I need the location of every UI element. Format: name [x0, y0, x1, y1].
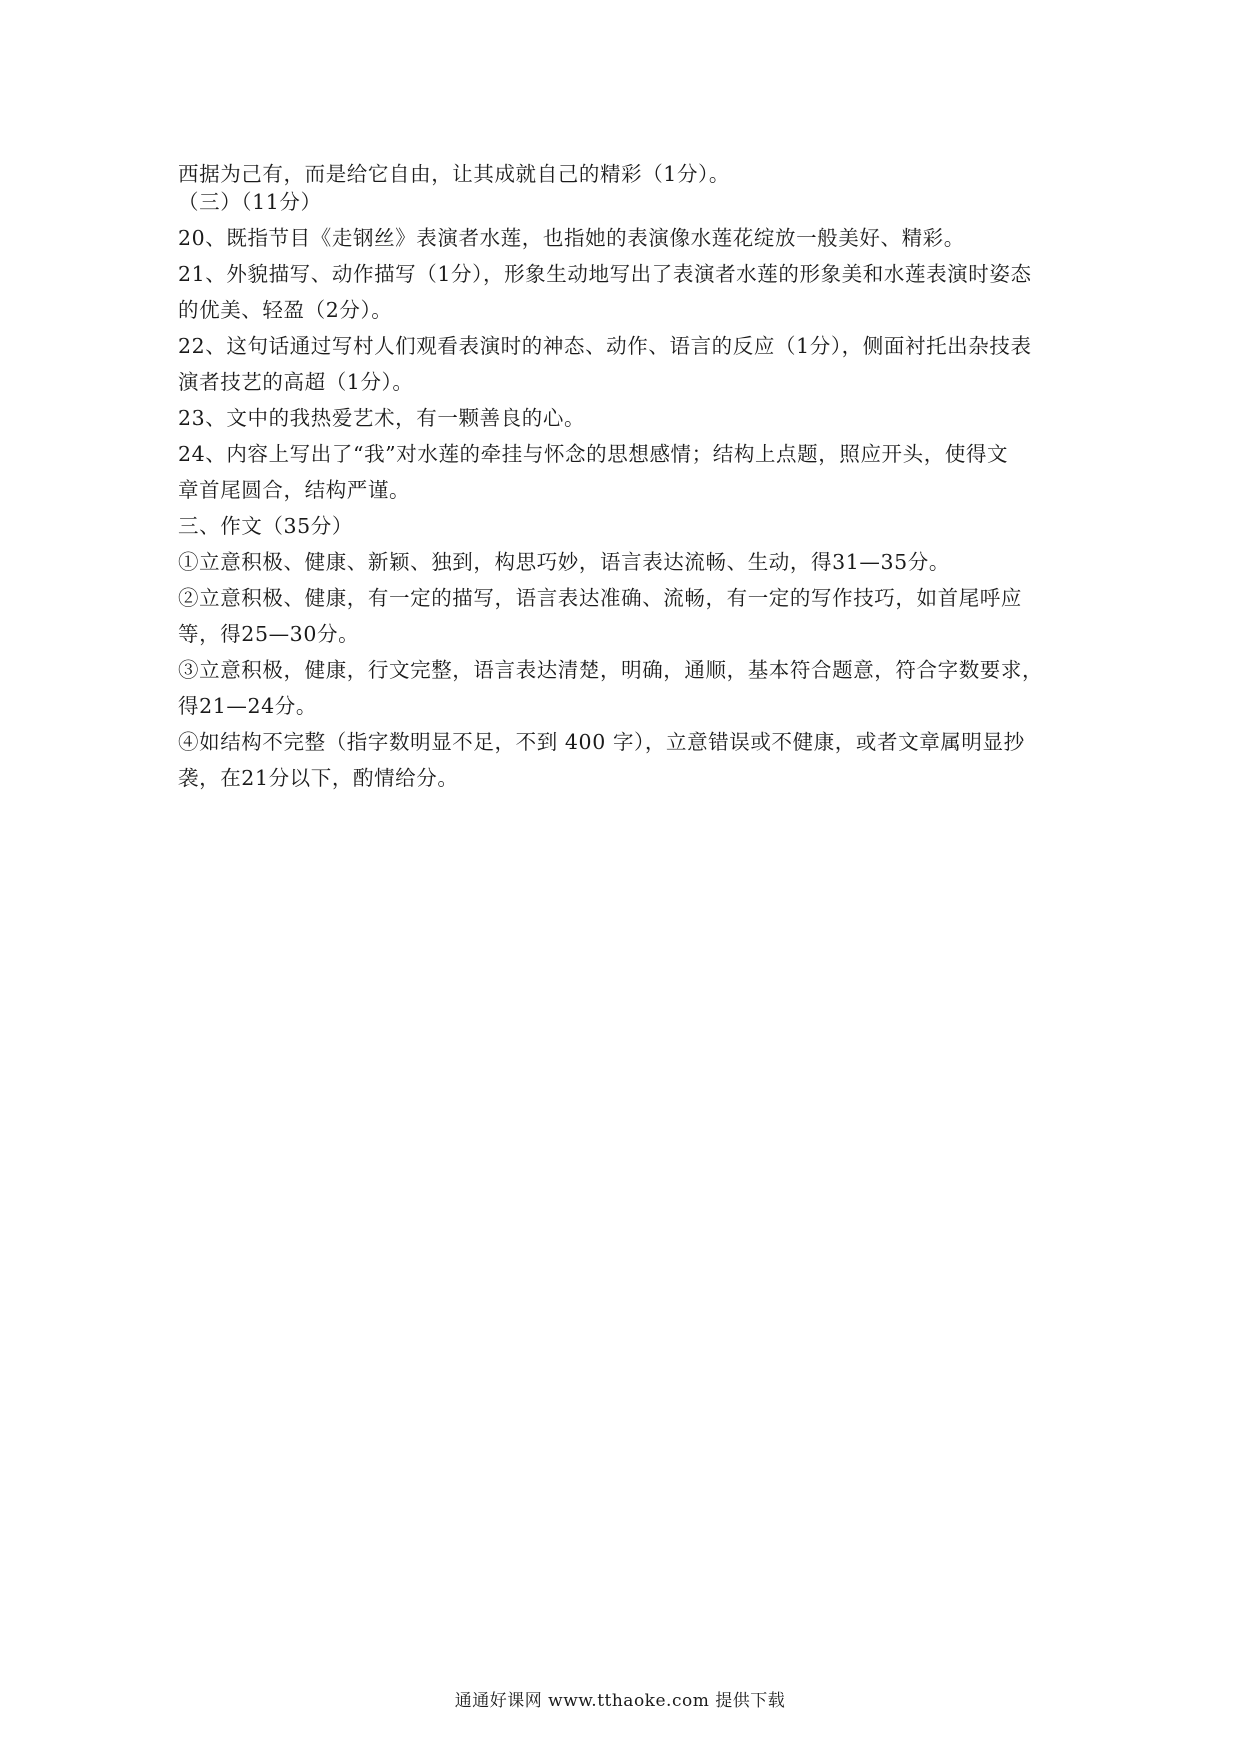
essay-criterion-4-line-1: ④如结构不完整（指字数明显不足，不到 400 字），立意错误或不健康，或者文章属明显抄: [178, 730, 1025, 754]
answer-21-line-2: 的优美、轻盈（2分）。: [178, 298, 393, 322]
section-heading-essay: 三、作文（35分）: [178, 514, 353, 538]
essay-criterion-2-line-1: ②立意积极、健康，有一定的描写，语言表达准确、流畅，有一定的写作技巧，如首尾呼应: [178, 586, 1022, 610]
answer-20: 20、既指节目《走钢丝》表演者水莲，也指她的表演像水莲花绽放一般美好、精彩。: [178, 226, 965, 250]
essay-criterion-4-line-2: 袭，在21分以下，酌情给分。: [178, 766, 459, 790]
page-footer: 通通好课网 www.tthaoke.com 提供下载: [454, 1691, 786, 1711]
answer-21-line-1: 21、外貌描写、动作描写（1分），形象生动地写出了表演者水莲的形象美和水莲表演时姿态: [178, 262, 1032, 286]
essay-criterion-2-line-2: 等，得25—30分。: [178, 622, 360, 646]
text-line-1: 西据为己有，而是给它自由，让其成就自己的精彩（1分）。: [178, 162, 730, 186]
answer-23: 23、文中的我热爱艺术，有一颗善良的心。: [178, 406, 586, 430]
answer-24-line-1: 24、内容上写出了“我”对水莲的牵挂与怀念的思想感情；结构上点题，照应开头，使得文: [178, 442, 1009, 466]
answer-24-line-2: 章首尾圆合，结构严谨。: [178, 478, 411, 502]
essay-criterion-1: ①立意积极、健康、新颖、独到，构思巧妙，语言表达流畅、生动，得31—35分。: [178, 550, 950, 574]
essay-criterion-3-line-1: ③立意积极，健康，行文完整，语言表达清楚，明确，通顺，基本符合题意，符合字数要求，: [178, 658, 1044, 682]
answer-22-line-2: 演者技艺的高超（1分）。: [178, 370, 414, 394]
section-heading-3: （三）（11分）: [178, 190, 322, 214]
essay-criterion-3-line-2: 得21—24分。: [178, 694, 317, 718]
answer-22-line-1: 22、这句话通过写村人们观看表演时的神态、动作、语言的反应（1分），侧面衬托出杂技表: [178, 334, 1032, 358]
